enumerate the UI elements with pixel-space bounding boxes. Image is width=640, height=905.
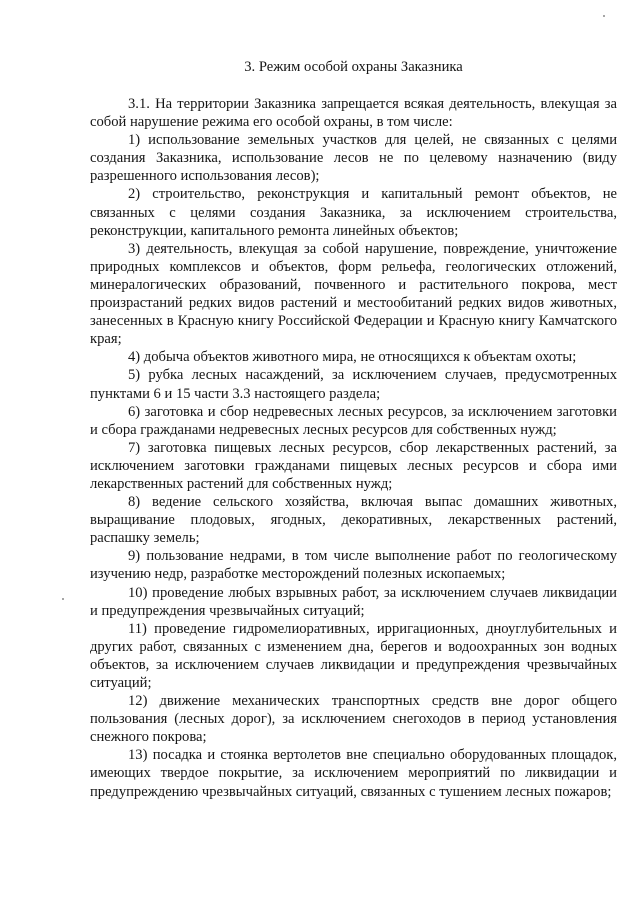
list-item: 5) рубка лесных насаждений, за исключением случаев, предусмотренных пунктами 6 и 15 части 3.3 настоящего раздела; — [90, 367, 617, 402]
list-item: 4) добыча объектов животного мира, не относящихся к объектам охоты; — [128, 349, 577, 366]
list-item: 12) движение механических транспортных средств вне дорог общего пользования (лесных дорог), за исключением снегоходов в период установления снежного покрова; — [90, 693, 617, 746]
list-item: 7) заготовка пищевых лесных ресурсов, сбор лекарственных растений, за исключением заготовки гражданами пищевых лесных ресурсов и сбора ими лекарственных растений для собственных нужд; — [90, 439, 617, 492]
section-intro: 3.1. На территории Заказника запрещается всякая деятельность, влекущая за собой нарушение режима его особой охраны, в том числе: — [90, 96, 617, 131]
list-item: 2) строительство, реконструкция и капитальный ремонт объектов, не связанных с целями создания Заказника, за исключением строительства, реконструкции, капитального ремонта линейных объектов; — [90, 186, 617, 239]
list-item: 8) ведение сельского хозяйства, включая выпас домашних животных, выращивание плодовых, ягодных, декоративных, лекарственных растений, распашку земель; — [90, 494, 617, 547]
list-item: 1) использование земельных участков для целей, не связанных с целями создания Заказника, использование лесов не по целевому назначению (виду разрешенного использования лесов); — [90, 132, 617, 185]
list-item: 9) пользование недрами, в том числе выполнение работ по геологическому изучению недр, разработке месторождений полезных ископаемых; — [90, 548, 617, 583]
list-item: 6) заготовка и сбор недревесных лесных ресурсов, за исключением заготовки и сбора гражданами недревесных лесных ресурсов для собственных нужд; — [90, 403, 617, 438]
list-item: 11) проведение гидромелиоративных, ирригационных, дноуглубительных и других работ, связанных с изменением дна, берегов и водоохранных зон водных объектов, за исключением случаев ликвидации и предупреждения чрезвычайных ситуаций; — [90, 620, 617, 691]
scan-speck — [603, 15, 605, 17]
section-title: 3. Режим особой охраны Заказника — [244, 59, 463, 75]
scan-speck — [62, 598, 64, 600]
list-item: 3) деятельность, влекущая за собой нарушение, повреждение, уничтожение природных комплексов и объектов, форм рельефа, геологических отложений, минералогических образований, почвенного и растительного покрова, мест произрастаний редких видов растений и местообитаний редких видов животных, занесенных в Красную книгу Российской Федерации и Красную книгу Камчатского края; — [90, 240, 617, 348]
list-item: 13) посадка и стоянка вертолетов вне специально оборудованных площадок, имеющих твердое покрытие, за исключением мероприятий по ликвидации и предупреждению чрезвычайных ситуаций, связанных с тушением лесных пожаров; — [90, 747, 617, 800]
list-item: 10) проведение любых взрывных работ, за исключением случаев ликвидации и предупреждения чрезвычайных ситуаций; — [90, 584, 617, 619]
document-body — [90, 58, 617, 801]
